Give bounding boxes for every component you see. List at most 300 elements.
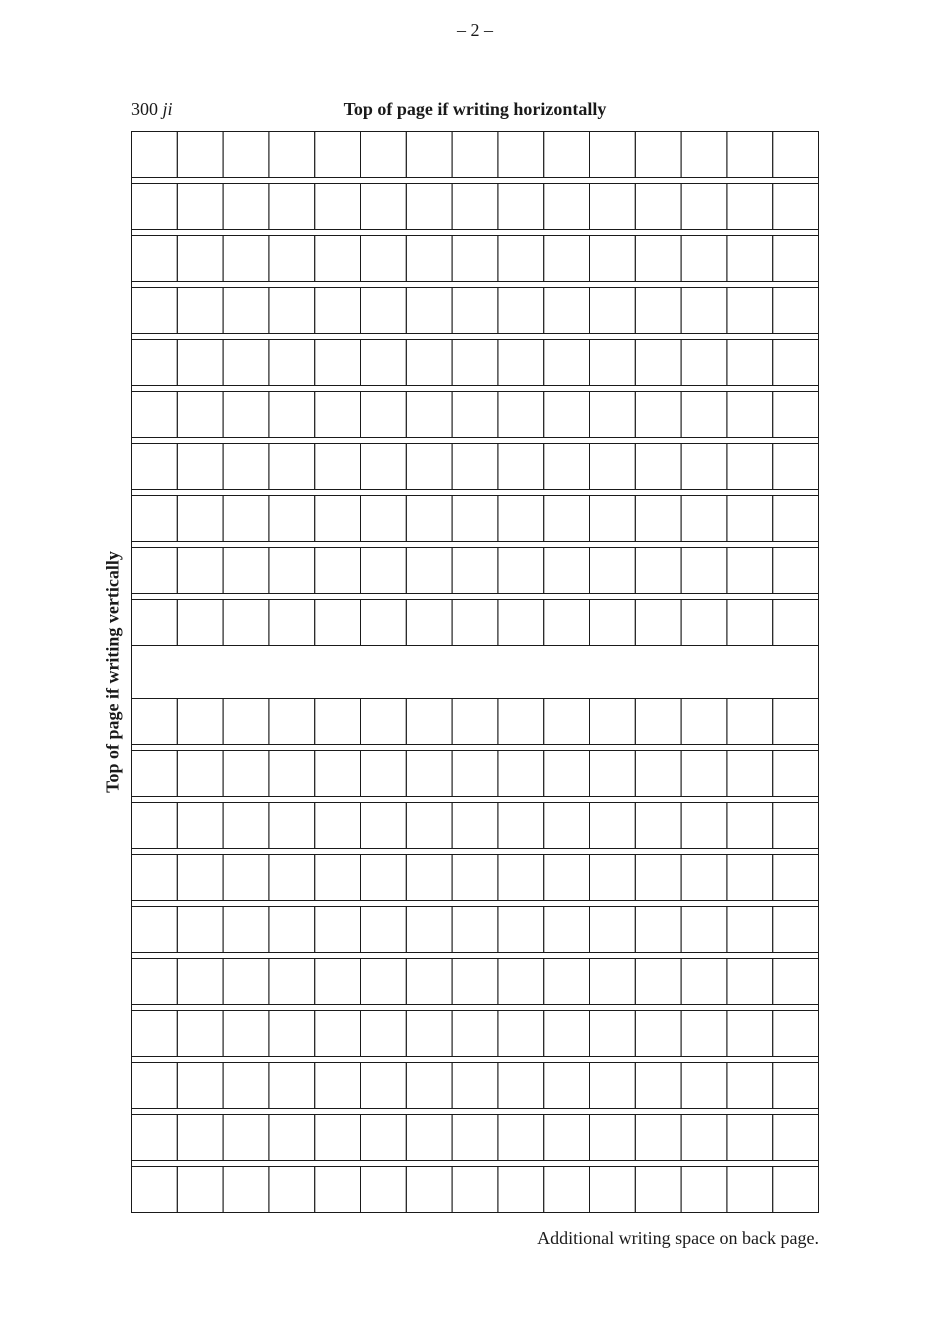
grid-cell[interactable] (452, 340, 498, 386)
grid-cell[interactable] (773, 699, 819, 745)
grid-cell[interactable] (544, 907, 590, 953)
grid-cell[interactable] (727, 907, 773, 953)
grid-cell[interactable] (315, 751, 361, 797)
grid-cell[interactable] (132, 803, 178, 849)
grid-cell[interactable] (132, 751, 178, 797)
grid-cell[interactable] (452, 1011, 498, 1057)
grid-cell[interactable] (498, 751, 544, 797)
grid-cell[interactable] (590, 1011, 636, 1057)
grid-cell[interactable] (590, 132, 636, 178)
grid-cell[interactable] (544, 548, 590, 594)
grid-cell[interactable] (635, 959, 681, 1005)
grid-cell[interactable] (132, 132, 178, 178)
grid-cell[interactable] (315, 1167, 361, 1213)
grid-cell[interactable] (590, 1167, 636, 1213)
grid-cell[interactable] (223, 699, 269, 745)
grid-cell[interactable] (315, 907, 361, 953)
grid-cell[interactable] (773, 236, 819, 282)
grid-cell[interactable] (590, 855, 636, 901)
grid-cell[interactable] (177, 236, 223, 282)
grid-cell[interactable] (269, 1115, 315, 1161)
grid-cell[interactable] (544, 444, 590, 490)
grid-cell[interactable] (544, 392, 590, 438)
grid-cell[interactable] (223, 496, 269, 542)
grid-cell[interactable] (498, 1115, 544, 1161)
grid-cell[interactable] (635, 444, 681, 490)
grid-cell[interactable] (498, 184, 544, 230)
grid-cell[interactable] (727, 236, 773, 282)
grid-cell[interactable] (315, 600, 361, 646)
grid-cell[interactable] (315, 548, 361, 594)
grid-cell[interactable] (452, 803, 498, 849)
grid-cell[interactable] (727, 1115, 773, 1161)
grid-cell[interactable] (727, 1063, 773, 1109)
grid-cell[interactable] (406, 340, 452, 386)
grid-cell[interactable] (223, 1167, 269, 1213)
grid-cell[interactable] (498, 855, 544, 901)
grid-cell[interactable] (635, 184, 681, 230)
grid-cell[interactable] (223, 548, 269, 594)
grid-cell[interactable] (269, 803, 315, 849)
grid-cell[interactable] (406, 184, 452, 230)
grid-cell[interactable] (727, 288, 773, 334)
grid-cell[interactable] (498, 340, 544, 386)
grid-cell[interactable] (773, 548, 819, 594)
grid-cell[interactable] (590, 444, 636, 490)
grid-cell[interactable] (315, 1063, 361, 1109)
grid-cell[interactable] (315, 959, 361, 1005)
grid-cell[interactable] (635, 751, 681, 797)
grid-cell[interactable] (681, 496, 727, 542)
grid-cell[interactable] (544, 132, 590, 178)
grid-cell[interactable] (315, 288, 361, 334)
grid-cell[interactable] (315, 1115, 361, 1161)
grid-cell[interactable] (177, 751, 223, 797)
grid-cell[interactable] (590, 340, 636, 386)
grid-cell[interactable] (727, 184, 773, 230)
grid-cell[interactable] (452, 699, 498, 745)
grid-cell[interactable] (544, 751, 590, 797)
grid-cell[interactable] (681, 751, 727, 797)
grid-cell[interactable] (635, 1063, 681, 1109)
grid-cell[interactable] (544, 1167, 590, 1213)
grid-cell[interactable] (269, 288, 315, 334)
grid-cell[interactable] (452, 1115, 498, 1161)
grid-cell[interactable] (498, 392, 544, 438)
grid-cell[interactable] (177, 132, 223, 178)
grid-cell[interactable] (635, 548, 681, 594)
grid-cell[interactable] (223, 855, 269, 901)
grid-cell[interactable] (177, 600, 223, 646)
grid-cell[interactable] (635, 288, 681, 334)
grid-cell[interactable] (132, 548, 178, 594)
grid-cell[interactable] (544, 803, 590, 849)
grid-cell[interactable] (361, 548, 407, 594)
grid-cell[interactable] (498, 496, 544, 542)
grid-cell[interactable] (177, 959, 223, 1005)
grid-cell[interactable] (590, 600, 636, 646)
grid-cell[interactable] (269, 1167, 315, 1213)
grid-cell[interactable] (269, 1011, 315, 1057)
grid-cell[interactable] (269, 1063, 315, 1109)
grid-cell[interactable] (177, 444, 223, 490)
grid-cell[interactable] (406, 236, 452, 282)
grid-cell[interactable] (177, 392, 223, 438)
grid-cell[interactable] (681, 1063, 727, 1109)
grid-cell[interactable] (177, 184, 223, 230)
grid-cell[interactable] (681, 1115, 727, 1161)
grid-cell[interactable] (773, 444, 819, 490)
grid-cell[interactable] (498, 803, 544, 849)
grid-cell[interactable] (361, 1115, 407, 1161)
grid-cell[interactable] (681, 600, 727, 646)
grid-cell[interactable] (452, 959, 498, 1005)
grid-cell[interactable] (177, 699, 223, 745)
grid-cell[interactable] (452, 236, 498, 282)
grid-cell[interactable] (727, 444, 773, 490)
grid-cell[interactable] (452, 1063, 498, 1109)
grid-cell[interactable] (269, 132, 315, 178)
grid-cell[interactable] (132, 600, 178, 646)
grid-cell[interactable] (361, 1063, 407, 1109)
grid-cell[interactable] (132, 959, 178, 1005)
grid-cell[interactable] (590, 184, 636, 230)
grid-cell[interactable] (727, 496, 773, 542)
grid-cell[interactable] (223, 236, 269, 282)
grid-cell[interactable] (498, 132, 544, 178)
grid-cell[interactable] (773, 803, 819, 849)
grid-cell[interactable] (590, 699, 636, 745)
grid-cell[interactable] (590, 907, 636, 953)
grid-cell[interactable] (590, 392, 636, 438)
grid-cell[interactable] (223, 184, 269, 230)
grid-cell[interactable] (635, 803, 681, 849)
grid-cell[interactable] (452, 184, 498, 230)
grid-cell[interactable] (498, 699, 544, 745)
grid-cell[interactable] (544, 1063, 590, 1109)
grid-cell[interactable] (773, 184, 819, 230)
grid-cell[interactable] (727, 340, 773, 386)
grid-cell[interactable] (132, 444, 178, 490)
grid-cell[interactable] (315, 699, 361, 745)
grid-cell[interactable] (223, 751, 269, 797)
grid-cell[interactable] (773, 132, 819, 178)
grid-cell[interactable] (544, 959, 590, 1005)
grid-cell[interactable] (361, 600, 407, 646)
grid-cell[interactable] (315, 855, 361, 901)
grid-cell[interactable] (544, 699, 590, 745)
grid-cell[interactable] (132, 392, 178, 438)
grid-cell[interactable] (452, 751, 498, 797)
grid-cell[interactable] (269, 236, 315, 282)
grid-cell[interactable] (406, 1115, 452, 1161)
grid-cell[interactable] (681, 959, 727, 1005)
grid-cell[interactable] (269, 699, 315, 745)
grid-cell[interactable] (773, 907, 819, 953)
grid-cell[interactable] (590, 548, 636, 594)
grid-cell[interactable] (223, 340, 269, 386)
grid-cell[interactable] (727, 132, 773, 178)
grid-cell[interactable] (132, 907, 178, 953)
grid-cell[interactable] (269, 548, 315, 594)
grid-cell[interactable] (132, 855, 178, 901)
grid-cell[interactable] (681, 1167, 727, 1213)
grid-cell[interactable] (223, 1011, 269, 1057)
grid-cell[interactable] (361, 236, 407, 282)
grid-cell[interactable] (681, 132, 727, 178)
grid-cell[interactable] (177, 340, 223, 386)
grid-cell[interactable] (315, 1011, 361, 1057)
grid-cell[interactable] (361, 132, 407, 178)
grid-cell[interactable] (544, 600, 590, 646)
grid-cell[interactable] (590, 496, 636, 542)
grid-cell[interactable] (406, 288, 452, 334)
grid-cell[interactable] (132, 1115, 178, 1161)
grid-cell[interactable] (727, 803, 773, 849)
grid-cell[interactable] (773, 392, 819, 438)
grid-cell[interactable] (361, 340, 407, 386)
grid-cell[interactable] (727, 1011, 773, 1057)
grid-cell[interactable] (177, 496, 223, 542)
grid-cell[interactable] (498, 548, 544, 594)
grid-cell[interactable] (773, 496, 819, 542)
grid-cell[interactable] (361, 855, 407, 901)
grid-cell[interactable] (361, 699, 407, 745)
grid-cell[interactable] (361, 392, 407, 438)
grid-cell[interactable] (177, 855, 223, 901)
grid-cell[interactable] (635, 600, 681, 646)
grid-cell[interactable] (361, 184, 407, 230)
grid-cell[interactable] (132, 236, 178, 282)
grid-cell[interactable] (681, 236, 727, 282)
grid-cell[interactable] (315, 132, 361, 178)
grid-cell[interactable] (635, 340, 681, 386)
grid-cell[interactable] (269, 496, 315, 542)
grid-cell[interactable] (315, 184, 361, 230)
grid-cell[interactable] (406, 496, 452, 542)
grid-cell[interactable] (727, 699, 773, 745)
grid-cell[interactable] (132, 1063, 178, 1109)
grid-cell[interactable] (223, 1063, 269, 1109)
grid-cell[interactable] (223, 959, 269, 1005)
grid-cell[interactable] (498, 907, 544, 953)
grid-cell[interactable] (544, 1011, 590, 1057)
grid-cell[interactable] (269, 392, 315, 438)
grid-cell[interactable] (269, 340, 315, 386)
grid-cell[interactable] (635, 1167, 681, 1213)
grid-cell[interactable] (635, 907, 681, 953)
grid-cell[interactable] (590, 1063, 636, 1109)
grid-cell[interactable] (590, 751, 636, 797)
grid-cell[interactable] (681, 1011, 727, 1057)
grid-cell[interactable] (498, 1011, 544, 1057)
grid-cell[interactable] (681, 444, 727, 490)
grid-cell[interactable] (406, 803, 452, 849)
grid-cell[interactable] (544, 236, 590, 282)
grid-cell[interactable] (223, 444, 269, 490)
grid-cell[interactable] (452, 392, 498, 438)
grid-cell[interactable] (132, 288, 178, 334)
grid-cell[interactable] (223, 803, 269, 849)
grid-cell[interactable] (315, 803, 361, 849)
grid-cell[interactable] (635, 699, 681, 745)
grid-cell[interactable] (177, 548, 223, 594)
grid-cell[interactable] (635, 236, 681, 282)
grid-cell[interactable] (590, 1115, 636, 1161)
grid-cell[interactable] (452, 444, 498, 490)
grid-cell[interactable] (315, 392, 361, 438)
grid-cell[interactable] (681, 803, 727, 849)
grid-cell[interactable] (361, 444, 407, 490)
grid-cell[interactable] (727, 855, 773, 901)
grid-cell[interactable] (223, 392, 269, 438)
grid-cell[interactable] (361, 751, 407, 797)
grid-cell[interactable] (635, 1011, 681, 1057)
grid-cell[interactable] (361, 1167, 407, 1213)
grid-cell[interactable] (132, 496, 178, 542)
grid-cell[interactable] (177, 907, 223, 953)
grid-cell[interactable] (406, 1011, 452, 1057)
grid-cell[interactable] (315, 340, 361, 386)
grid-cell[interactable] (406, 1063, 452, 1109)
grid-cell[interactable] (406, 548, 452, 594)
grid-cell[interactable] (269, 600, 315, 646)
grid-cell[interactable] (406, 392, 452, 438)
grid-cell[interactable] (223, 288, 269, 334)
grid-cell[interactable] (681, 699, 727, 745)
grid-cell[interactable] (498, 288, 544, 334)
grid-cell[interactable] (635, 855, 681, 901)
grid-cell[interactable] (773, 1011, 819, 1057)
grid-cell[interactable] (269, 855, 315, 901)
grid-cell[interactable] (223, 1115, 269, 1161)
grid-cell[interactable] (223, 907, 269, 953)
grid-cell[interactable] (361, 907, 407, 953)
grid-cell[interactable] (452, 132, 498, 178)
grid-cell[interactable] (590, 288, 636, 334)
grid-cell[interactable] (452, 855, 498, 901)
grid-cell[interactable] (223, 132, 269, 178)
grid-cell[interactable] (773, 1167, 819, 1213)
grid-cell[interactable] (544, 855, 590, 901)
grid-cell[interactable] (269, 184, 315, 230)
grid-cell[interactable] (498, 959, 544, 1005)
grid-cell[interactable] (361, 496, 407, 542)
grid-cell[interactable] (681, 340, 727, 386)
grid-cell[interactable] (544, 288, 590, 334)
grid-cell[interactable] (406, 959, 452, 1005)
grid-cell[interactable] (727, 600, 773, 646)
grid-cell[interactable] (773, 751, 819, 797)
grid-cell[interactable] (452, 288, 498, 334)
grid-cell[interactable] (177, 1115, 223, 1161)
grid-cell[interactable] (406, 699, 452, 745)
grid-cell[interactable] (544, 184, 590, 230)
grid-cell[interactable] (361, 959, 407, 1005)
grid-cell[interactable] (773, 855, 819, 901)
grid-cell[interactable] (681, 288, 727, 334)
grid-cell[interactable] (177, 288, 223, 334)
grid-cell[interactable] (269, 751, 315, 797)
grid-cell[interactable] (177, 1063, 223, 1109)
grid-cell[interactable] (727, 751, 773, 797)
grid-cell[interactable] (773, 600, 819, 646)
grid-cell[interactable] (177, 1167, 223, 1213)
grid-cell[interactable] (498, 600, 544, 646)
grid-cell[interactable] (452, 548, 498, 594)
grid-cell[interactable] (315, 444, 361, 490)
grid-cell[interactable] (452, 907, 498, 953)
grid-cell[interactable] (132, 1167, 178, 1213)
grid-cell[interactable] (269, 907, 315, 953)
grid-cell[interactable] (727, 548, 773, 594)
grid-cell[interactable] (773, 1115, 819, 1161)
grid-cell[interactable] (681, 907, 727, 953)
grid-cell[interactable] (177, 1011, 223, 1057)
grid-cell[interactable] (498, 1167, 544, 1213)
grid-cell[interactable] (590, 236, 636, 282)
grid-cell[interactable] (544, 340, 590, 386)
grid-cell[interactable] (132, 340, 178, 386)
grid-cell[interactable] (727, 959, 773, 1005)
grid-cell[interactable] (635, 392, 681, 438)
grid-cell[interactable] (681, 548, 727, 594)
grid-cell[interactable] (727, 392, 773, 438)
grid-cell[interactable] (590, 803, 636, 849)
grid-cell[interactable] (269, 444, 315, 490)
grid-cell[interactable] (406, 1167, 452, 1213)
grid-cell[interactable] (681, 392, 727, 438)
grid-cell[interactable] (406, 907, 452, 953)
grid-cell[interactable] (361, 1011, 407, 1057)
grid-cell[interactable] (132, 1011, 178, 1057)
grid-cell[interactable] (361, 803, 407, 849)
grid-cell[interactable] (361, 288, 407, 334)
grid-cell[interactable] (269, 959, 315, 1005)
grid-cell[interactable] (315, 236, 361, 282)
grid-cell[interactable] (773, 340, 819, 386)
grid-cell[interactable] (590, 959, 636, 1005)
grid-cell[interactable] (544, 496, 590, 542)
grid-cell[interactable] (727, 1167, 773, 1213)
grid-cell[interactable] (132, 184, 178, 230)
grid-cell[interactable] (773, 288, 819, 334)
grid-cell[interactable] (498, 236, 544, 282)
grid-cell[interactable] (773, 959, 819, 1005)
grid-cell[interactable] (452, 1167, 498, 1213)
grid-cell[interactable] (406, 444, 452, 490)
grid-cell[interactable] (544, 1115, 590, 1161)
grid-cell[interactable] (132, 699, 178, 745)
grid-cell[interactable] (315, 496, 361, 542)
grid-cell[interactable] (498, 444, 544, 490)
grid-cell[interactable] (681, 184, 727, 230)
grid-cell[interactable] (406, 132, 452, 178)
grid-cell[interactable] (406, 855, 452, 901)
grid-cell[interactable] (223, 600, 269, 646)
grid-cell[interactable] (635, 496, 681, 542)
grid-cell[interactable] (406, 600, 452, 646)
grid-cell[interactable] (498, 1063, 544, 1109)
grid-cell[interactable] (635, 1115, 681, 1161)
grid-cell[interactable] (635, 132, 681, 178)
grid-cell[interactable] (406, 751, 452, 797)
grid-cell[interactable] (177, 803, 223, 849)
grid-cell[interactable] (773, 1063, 819, 1109)
grid-cell[interactable] (681, 855, 727, 901)
grid-cell[interactable] (452, 496, 498, 542)
grid-cell[interactable] (452, 600, 498, 646)
